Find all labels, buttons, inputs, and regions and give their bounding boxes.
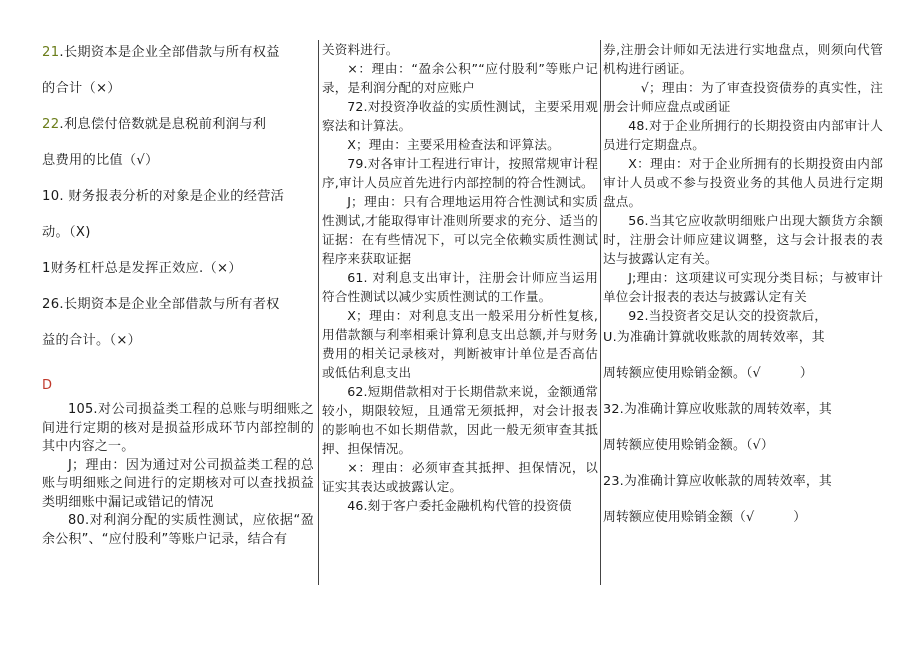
c3-p1: 券,注册会计师如无法进行实地盘点，则须向代管机构进行函证。 bbox=[603, 42, 883, 76]
c3-p3: 48.对于企业所拥行的长期投资由内部审计人员进行定期盘点。 bbox=[603, 118, 883, 152]
q23-line2: 周转额应使用赊销金额（√ ） bbox=[603, 510, 807, 525]
q21-line1: 21.长期资本是企业全部借款与所有权益 bbox=[42, 45, 280, 60]
q21-number: 21 bbox=[42, 45, 60, 60]
c2-p3: 72.对投资净收益的实质性测试，主要采用观察法和计算法。 bbox=[322, 99, 598, 133]
q10-line2: 动。（X) bbox=[42, 225, 91, 240]
c2-p4: X；理由：主要采用检查法和评算法。 bbox=[347, 137, 560, 152]
q10-line1: 10. 财务报表分析的对象是企业的经营活 bbox=[42, 189, 285, 204]
qu-line2: 周转额应使用赊销金额。（√ ） bbox=[603, 366, 813, 381]
c2-p7: 61. 对利息支出审计，注册会计师应当运用符合性测试以减少实质性测试的工作量。 bbox=[322, 270, 598, 304]
c2-p11: 46.刻于客户委托金融机构代管的投资债 bbox=[347, 498, 572, 513]
column-divider-left bbox=[318, 40, 319, 585]
c2-p2: ×：理由：“盈余公积”“应付股利”等账户记录，是利润分配的对应账户 bbox=[322, 61, 598, 95]
q26-line1: 26.长期资本是企业全部借款与所有者权 bbox=[42, 297, 280, 312]
q32-line2: 周转额应使用赊销金额。（√） bbox=[603, 438, 774, 453]
c2-p8: X；理由：对利息支出一般采用分析性复核,用借款额与利率相乘计算利息支出总额,并与财务费用的相关记录核对，判断被审计单位是否高估或低估利息支出 bbox=[322, 308, 598, 380]
c2-p1: 关资料进行。 bbox=[322, 42, 399, 57]
column-divider-right bbox=[600, 40, 601, 585]
q23-line1: 23.为准确计算应收帐款的周转效率，其 bbox=[603, 474, 832, 489]
q26-line2: 益的合计。（×） bbox=[42, 333, 142, 348]
column-2 bbox=[322, 40, 598, 515]
c2-p9: 62.短期借款相对于长期借款来说，金额通常较小，期限较短，且通常无须抵押，对会计报表的影响也不如长期借款，因此一般无须审查其抵押、担保情况。 bbox=[322, 384, 598, 456]
section-d-heading: D bbox=[42, 378, 53, 393]
q1-line: 1财务杠杆总是发挥正效应.（×） bbox=[42, 261, 242, 276]
c2-p6: J；理由：只有合理地运用符合性测试和实质性测试,才能取得审计准则所要求的充分、适当的证据：在有些情况下，可以完全依赖实质性测试程序来获取证据 bbox=[322, 194, 598, 266]
q105-answer: J；理由：因为通过对公司损益类工程的总账与明细账之间进行的定期核对可以查找损益类明细账中漏记或错记的情况 bbox=[42, 457, 314, 510]
q22-number: 22 bbox=[42, 117, 60, 132]
q32-line1: 32.为准确计算应收账款的周转效率，其 bbox=[603, 402, 832, 417]
q21-line2: 的合计（×） bbox=[42, 81, 121, 96]
c3-p4: X：理由：对于企业所拥有的长期投资由内部审计人员或不参与投资业务的其他人员进行定期盘点。 bbox=[603, 156, 883, 209]
q22-line2: 息费用的比值（√） bbox=[42, 153, 159, 168]
column-1 bbox=[42, 40, 314, 549]
q80-text: 80.对利润分配的实质性测试，应依据“盈余公积”、“应付股利”等账户记录，结合有 bbox=[42, 513, 314, 547]
c2-p10: ×：理由：必须审查其抵押、担保情况，以证实其表达或披露认定。 bbox=[322, 460, 598, 494]
c2-p5: 79.对各审计工程进行审计，按照常规审计程序,审计人员应首先进行内部控制的符合性测试。 bbox=[322, 156, 598, 190]
c3-p5: 56.当其它应收款明细账户出现大额货方余额时，注册会计师应建议调整，这与会计报表的表达与披露认定有关。 bbox=[603, 213, 883, 266]
qu-line1: U.为准确计算就收账款的周转效率，其 bbox=[603, 330, 825, 345]
column-3 bbox=[603, 40, 883, 527]
c3-p6: J;理由：这项建议可实现分类目标；与被审计单位会计报表的表达与披露认定有关 bbox=[603, 270, 883, 304]
c3-p7: 92.当投资者交足认交的投资款后， bbox=[628, 308, 828, 323]
c3-p2: √；理由：为了审查投资债券的真实性，注册会计师应盘点或函证 bbox=[603, 80, 883, 114]
q22-line1: 22.利息偿付倍数就是息税前利润与利 bbox=[42, 117, 267, 132]
q105-text: 105.对公司损益类工程的总账与明细账之间进行定期的核对是损益形成环节内部控制的其中内容之一。 bbox=[42, 402, 314, 454]
